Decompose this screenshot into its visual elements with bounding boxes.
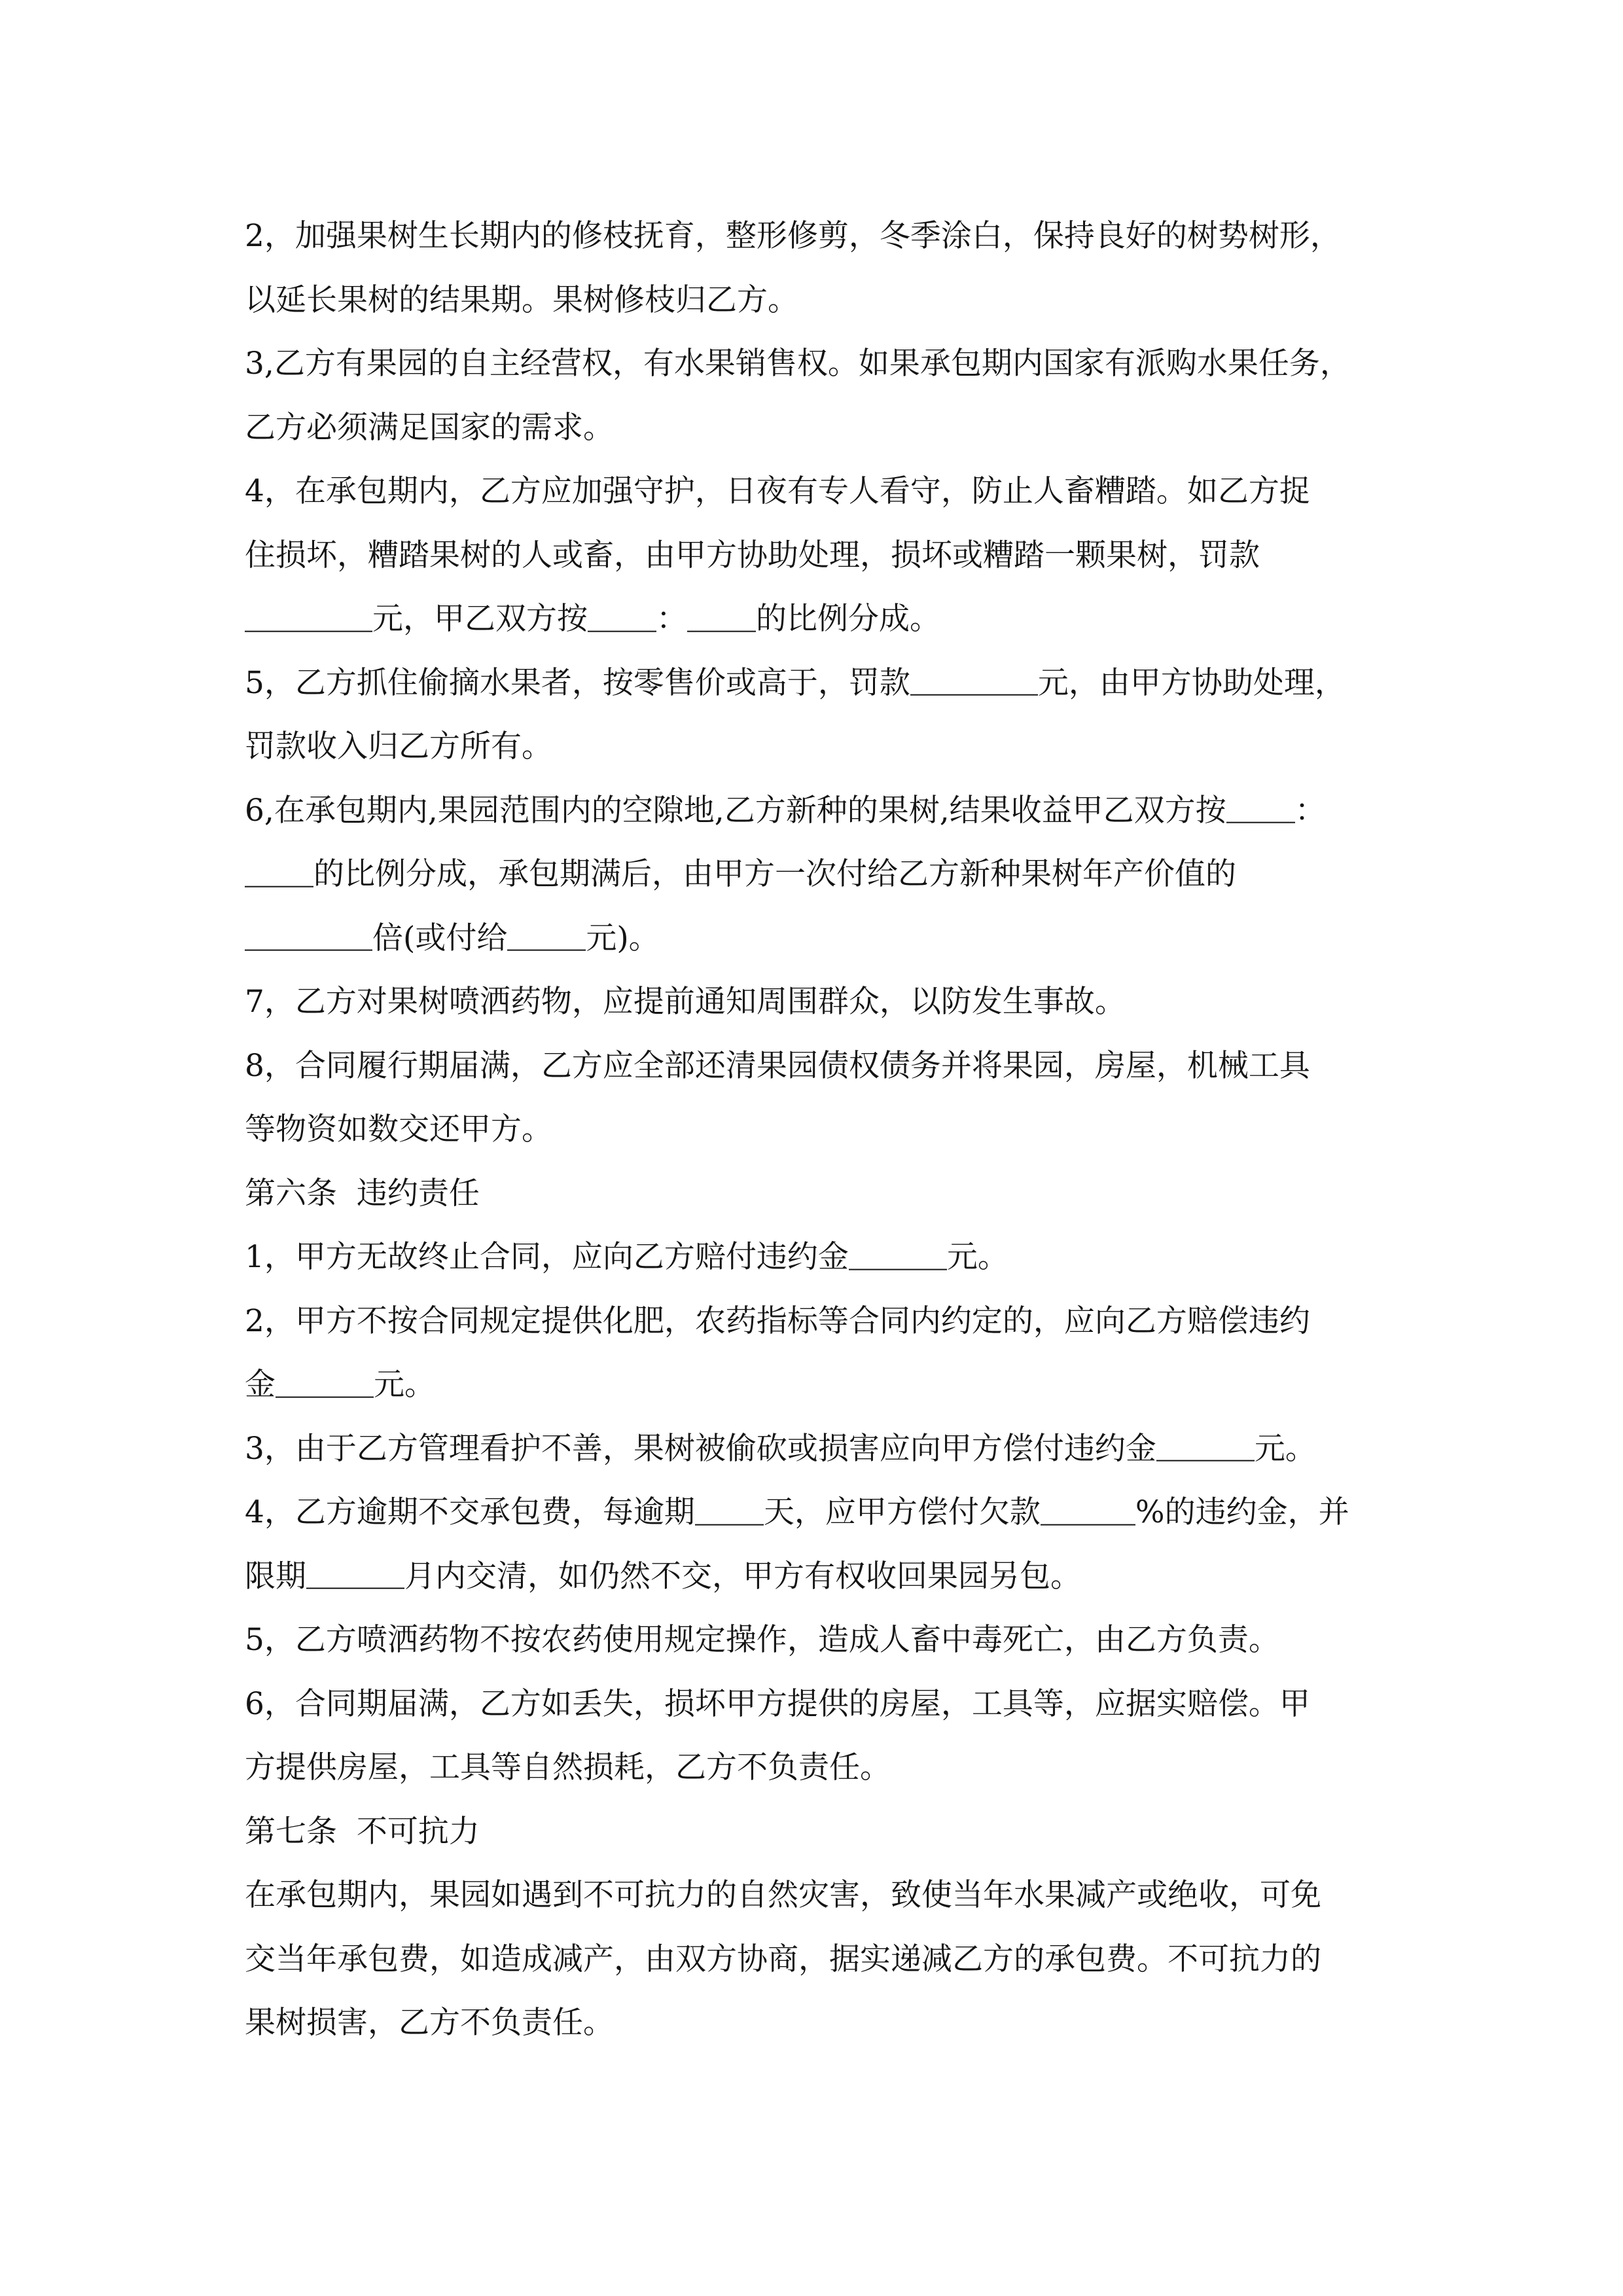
text-segment: 天，应甲方偿付欠款 (763, 1494, 1041, 1530)
clause-5-6-line-1 (245, 779, 1382, 843)
text-segment: 6,在承包期内,果园范围内的空隙地,乙方新种的果树,结果收益甲乙双方按 (245, 792, 1226, 829)
article-7-line-3 (245, 1991, 1382, 2055)
text-segment: 在承包期内，果园如遇到不可抗力的自然灾害，致使当年水果减产或绝收，可免 (245, 1877, 1321, 1913)
text-segment: ： (656, 601, 687, 637)
article-7-heading (245, 1800, 1382, 1864)
text-segment: 乙方必须满足国家的需求。 (245, 409, 614, 446)
clause-5-3-line-2 (245, 396, 1382, 460)
fill-in-blank[interactable] (245, 603, 372, 632)
section-heading: 第六条 违约责任 (245, 1175, 480, 1211)
document-body (245, 204, 1382, 2055)
clause-5-6-line-2 (245, 842, 1382, 906)
fill-in-blank[interactable] (588, 603, 656, 632)
clause-5-8-line-1 (245, 1034, 1382, 1098)
clause-6-6-line-2 (245, 1736, 1382, 1800)
text-segment: 7，乙方对果树喷洒药物，应提前通知周围群众，以防发生事故。 (245, 984, 1126, 1020)
text-segment: 的比例分成。 (756, 601, 940, 637)
clause-5-2-line-2 (245, 268, 1382, 332)
text-segment: %的违约金，并 (1135, 1494, 1349, 1530)
text-segment: 元。 (374, 1367, 435, 1403)
text-segment: 元，甲乙双方按 (372, 601, 588, 637)
fill-in-blank[interactable] (276, 1369, 374, 1397)
text-segment: 元)。 (586, 920, 660, 956)
fill-in-blank[interactable] (695, 1496, 764, 1525)
fill-in-blank[interactable] (849, 1241, 947, 1270)
fill-in-blank[interactable] (687, 603, 756, 632)
clause-5-4-line-2 (245, 524, 1382, 588)
article-7-line-1 (245, 1863, 1382, 1928)
text-segment: 金 (245, 1367, 276, 1403)
fill-in-blank[interactable] (245, 858, 313, 887)
clause-5-5-line-1 (245, 651, 1382, 715)
clause-6-5-line-1 (245, 1608, 1382, 1672)
clause-5-3-line-1 (245, 332, 1382, 396)
text-segment: 元。 (946, 1239, 1008, 1275)
article-6-heading (245, 1162, 1382, 1226)
text-segment: 6，合同期届满，乙方如丢失，损坏甲方提供的房屋，工具等，应据实赔偿。甲 (245, 1685, 1310, 1722)
fill-in-blank[interactable] (1156, 1433, 1255, 1462)
fill-in-blank[interactable] (1041, 1496, 1135, 1525)
text-segment: 2，加强果树生长期内的修枝抚育，整形修剪，冬季涂白，保持良好的树势树形， (245, 218, 1341, 254)
text-segment: 果树损害，乙方不负责任。 (245, 2005, 614, 2041)
text-segment: 倍(或付给 (372, 920, 508, 956)
text-segment: 等物资如数交还甲方。 (245, 1111, 552, 1147)
text-segment: 以延长果树的结果期。果树修枝归乙方。 (245, 281, 798, 318)
text-segment: 元，由甲方协助处理， (1037, 664, 1346, 701)
clause-6-6-line-1 (245, 1672, 1382, 1736)
clause-6-4-line-2 (245, 1545, 1382, 1609)
clause-5-8-line-2 (245, 1098, 1382, 1162)
text-segment: 3,乙方有果园的自主经营权，有水果销售权。如果承包期内国家有派购水果任务， (245, 346, 1351, 382)
text-segment: 元。 (1254, 1430, 1316, 1467)
text-segment: 方提供房屋，工具等自然损耗，乙方不负责任。 (245, 1749, 891, 1785)
fill-in-blank[interactable] (507, 922, 586, 951)
fill-in-blank[interactable] (1226, 795, 1295, 823)
text-segment: 4，在承包期内，乙方应加强守护，日夜有专人看守，防止人畜糟踏。如乙方捉 (245, 473, 1310, 509)
text-segment: 1，甲方无故终止合同，应向乙方赔付违约金 (245, 1239, 849, 1275)
clause-5-2-line-1 (245, 204, 1382, 268)
clause-5-6-line-3 (245, 906, 1382, 971)
clause-6-2-line-1 (245, 1289, 1382, 1354)
clause-6-2-line-2 (245, 1353, 1382, 1417)
clause-6-1-line-1 (245, 1225, 1382, 1289)
text-segment: 8，合同履行期届满，乙方应全部还清果园债权债务并将果园，房屋，机械工具 (245, 1047, 1310, 1084)
clause-6-3-line-1 (245, 1417, 1382, 1481)
text-segment: 罚款收入归乙方所有。 (245, 728, 552, 764)
text-segment: ： (1294, 792, 1326, 829)
text-segment: 限期 (245, 1558, 306, 1594)
article-7-line-2 (245, 1928, 1382, 1992)
text-segment: 住损坏，糟踏果树的人或畜，由甲方协助处理，损坏或糟踏一颗果树，罚款 (245, 537, 1260, 573)
text-segment: 5，乙方喷洒药物不按农药使用规定操作，造成人畜中毒死亡，由乙方负责。 (245, 1622, 1279, 1658)
text-segment: 5，乙方抓住偷摘水果者，按零售价或高于，罚款 (245, 664, 910, 701)
clause-5-5-line-2 (245, 715, 1382, 779)
text-segment: 的比例分成，承包期满后，由甲方一次付给乙方新种果树年产价值的 (313, 856, 1236, 892)
clause-6-4-line-1 (245, 1480, 1382, 1545)
text-segment: 4，乙方逾期不交承包费，每逾期 (245, 1494, 695, 1530)
text-segment: 交当年承包费，如造成减产，由双方协商，据实递减乙方的承包费。不可抗力的 (245, 1941, 1321, 1977)
text-segment: 2，甲方不按合同规定提供化肥，农药指标等合同内约定的，应向乙方赔偿违约 (245, 1302, 1310, 1339)
text-segment: 月内交清，如仍然不交，甲方有权收回果园另包。 (404, 1558, 1081, 1594)
clause-5-7-line-1 (245, 970, 1382, 1034)
fill-in-blank[interactable] (910, 667, 1038, 696)
clause-5-4-line-1 (245, 459, 1382, 524)
text-segment: 3，由于乙方管理看护不善，果树被偷砍或损害应向甲方偿付违约金 (245, 1430, 1156, 1467)
fill-in-blank[interactable] (245, 922, 372, 951)
section-heading: 第七条 不可抗力 (245, 1813, 480, 1850)
fill-in-blank[interactable] (306, 1560, 404, 1589)
clause-5-4-line-3 (245, 587, 1382, 651)
